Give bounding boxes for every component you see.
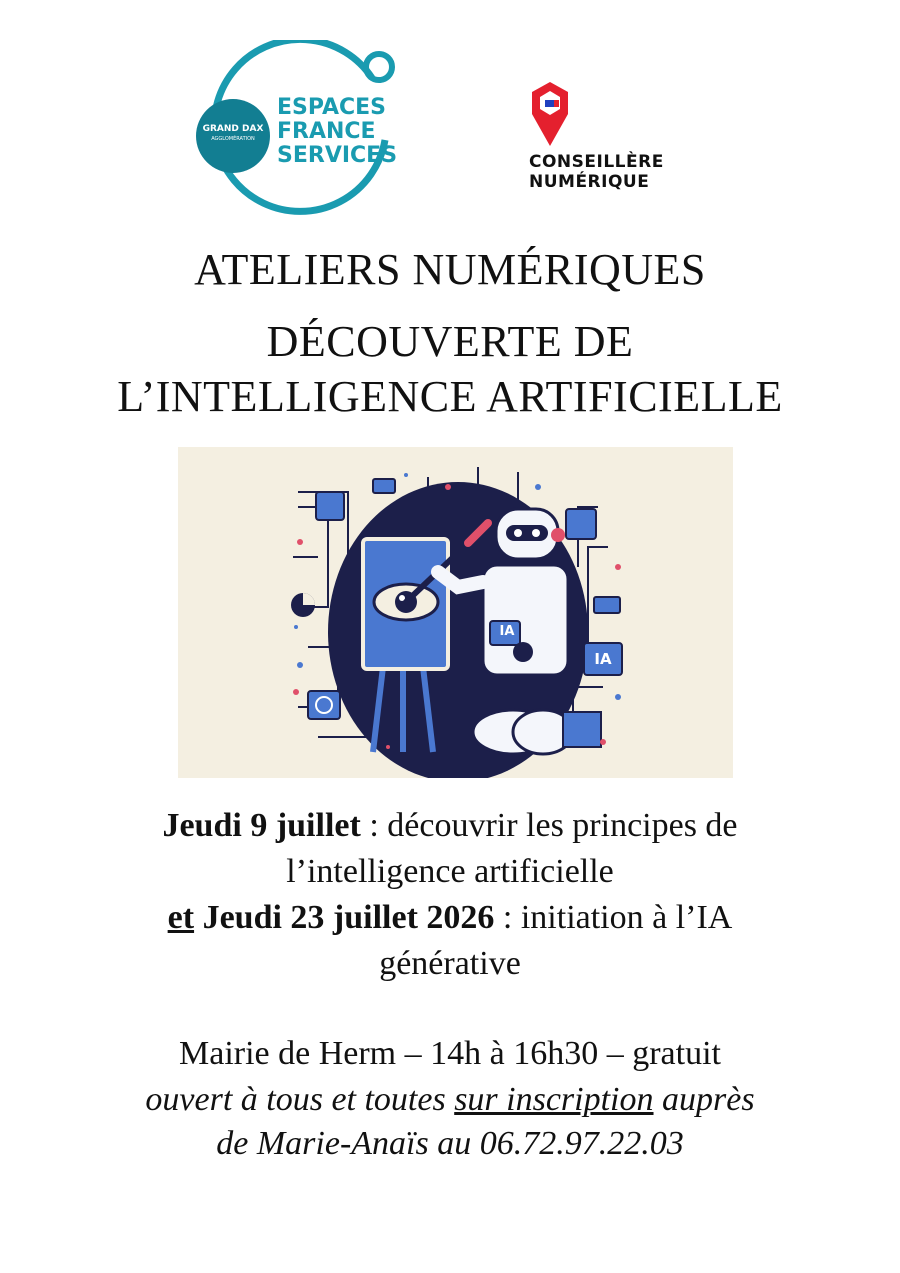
session1-date: Jeudi 9 juillet <box>162 807 361 844</box>
contact-line: de Marie-Anaïs au 06.72.97.22.03 <box>216 1125 684 1162</box>
conseillere-numerique-logo <box>527 80 677 195</box>
robot-painter-illustration-icon <box>178 447 733 778</box>
session1-line <box>0 806 900 846</box>
title-line2: DÉCOUVERTE DE <box>266 317 634 366</box>
session1-line2: l’intelligence artificielle <box>286 853 614 890</box>
place-time: Mairie de Herm – 14h à 16h30 – gratuit <box>179 1035 721 1072</box>
open-pre: ouvert à tous et toutes <box>145 1081 455 1118</box>
open-post: auprès <box>653 1081 755 1118</box>
ia-badge-left: IA <box>499 624 515 639</box>
ai-illustration <box>178 447 733 778</box>
efs-badge-line1: GRAND DAX <box>202 124 264 134</box>
efs-line3: SERVICES <box>277 143 398 168</box>
registration-line <box>0 1080 900 1120</box>
map-pin-icon <box>527 80 573 148</box>
espaces-france-services-logo <box>195 40 415 230</box>
cn-line2: NUMÉRIQUE <box>529 172 650 192</box>
cn-line1: CONSEILLÈRE <box>529 152 664 172</box>
session1-desc: : découvrir les principes de <box>360 807 738 844</box>
session2-et: et <box>167 899 195 936</box>
ia-badge-right: IA <box>594 650 612 668</box>
session2-desc: : initiation à l’IA <box>494 899 733 936</box>
title-line1: ATELIERS NUMÉRIQUES <box>194 245 706 294</box>
session2-line <box>0 898 900 938</box>
efs-badge-line2: AGGLOMÉRATION <box>211 136 255 142</box>
title-line3: L’INTELLIGENCE ARTIFICIELLE <box>117 372 783 421</box>
efs-line1: ESPACES <box>277 95 387 120</box>
open-underlined: sur inscription <box>454 1081 654 1118</box>
efs-line2: FRANCE <box>277 119 376 144</box>
session2-line2: générative <box>379 945 521 982</box>
session2-date: Jeudi 23 juillet 2026 <box>194 899 495 936</box>
